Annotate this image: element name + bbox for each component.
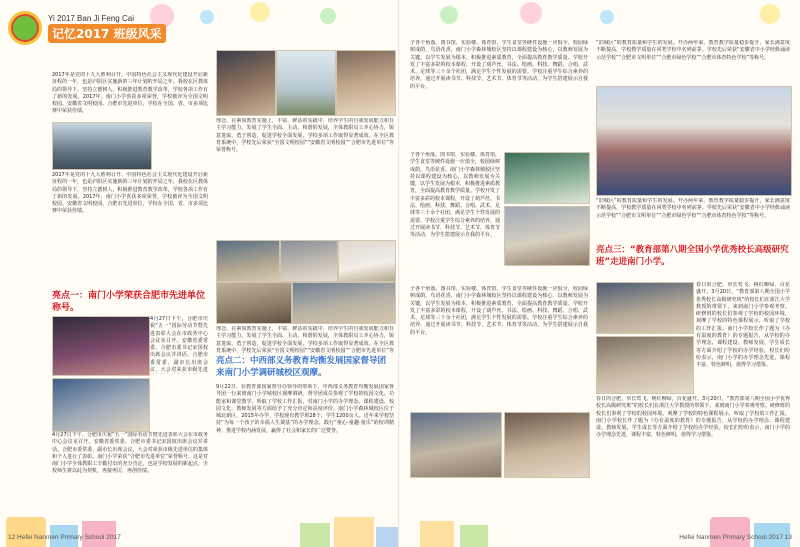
photo-students-bicycle xyxy=(276,50,336,116)
right-column-1: 子各个角落。图书馆、实验楼、体育馆，学生食堂等硬件设施一应俱全，校园绿树成荫，鸟语花香。南门小学森林城校区坚持以课程建设为核心，以教师发展为关键，以学生发展为根本，积极推进素质教育，全面提高教育教学质量。学校开发了丰富多彩的校本课程，开设了葫芦丝、书法、绘画、科技、舞蹈、合唱、武术、足球等三十余个社团，满足学生个性发展的需要。学校注重学生综合素养的培养，通过开展读书节、科技节、艺术节、体育节等活动，为学生搭建展示自我的平台。 xyxy=(410,40,588,90)
photo-principals-visit xyxy=(596,282,694,334)
photo-visitors xyxy=(292,282,396,324)
photo-science-fair xyxy=(504,206,590,266)
headline-highlight-2: 亮点二：中西部义务教育均衡发展国家督导团来南门小学调研城校区观摩。 xyxy=(216,356,387,378)
school-logo xyxy=(8,11,42,45)
decorative-circle xyxy=(250,2,270,22)
photo-award-ceremony xyxy=(216,50,276,116)
photo-school-group xyxy=(52,122,152,170)
decorative-circle xyxy=(440,6,458,24)
header-subtitle: Yi 2017 Ban Ji Feng Cai xyxy=(48,13,134,23)
decorative-circle xyxy=(320,8,336,24)
headline-highlight-1: 亮点一：南门小学荣获合肥市先进单位称号。 xyxy=(52,291,206,313)
photo-students-activity xyxy=(336,50,396,116)
photo-campus-assembly xyxy=(596,86,792,196)
photo-students-class xyxy=(280,240,338,282)
footer-school-right: Hefei Nanmen Primary School 2017 xyxy=(679,534,783,541)
right-column-2-body: “旧城区”的教育质量和学生的发展。开办两年来，教育教学质量稳步提升，家长满意度不断提高，学校教学质量在同类学校中名列前茅。学校先后荣获“安徽省中小学经典诵读示范学校”“合肥市文明单位”“合肥市绿色学校”“合肥市体育特色学校”等称号。 xyxy=(596,198,790,219)
photo-presentation xyxy=(52,378,150,432)
intro-column-1-continued xyxy=(152,122,208,168)
headline-highlight-3: 亮点三：“教育部第八期全国小学优秀校长高级研究班”走进南门小学。 xyxy=(596,245,789,267)
story-1-side: 4月27日下午，合肥市庆祝“五一”国际劳动节暨先进表彰大会在市政务中心会议室召开。安徽省委常委、合肥市委书记宋国权出席会议并讲话。合肥市委常委、副市长出席会议，大会对荣获市级先进 xyxy=(150,316,208,374)
intro-column-2: 理念，在素质教育实施上，丰富、鲜活的实践中，培养学生的自我发展能力和自主学习能力，发展了学生全面、主动、和谐的发展，全体教职员工齐心协力，锐意进取，勇于创造，促进学校全面发展，学校多项工作取得显著成效。在全区教育系统中，学校先后荣获“全国文明校园”“安徽省文明校园”“合肥市先进单位”等荣誉称号。 xyxy=(216,118,394,154)
footer-left xyxy=(0,525,400,547)
photo-inspection-group xyxy=(216,240,280,282)
decorative-circle xyxy=(600,10,614,24)
header-title: 记忆2017 班级风采 xyxy=(48,24,166,43)
photo-award-event xyxy=(52,316,150,376)
right-page xyxy=(400,0,800,547)
photo-students-reading xyxy=(216,282,292,324)
story-3-body: 春日的合肥，草长莺飞，桃红柳绿，百花盛开。3月20日，“教育部第八期全国小学优秀校长高级研究班”的校长们在浙江大学教授的带领下，来到南门小学参观考察。研修班的校长们参观了学校的校园环境，观摩了学校的特色课程展示，听取了学校的工作汇报。南门小学校长作了题为《办有温度的教育》的专题报告，从学校的办学理念、课程建设、教师发展、学生成长等方面介绍了学校的办学经验。校长们纷纷表示，南门小学的办学理念先进，课程丰富，特色鲜明，值得学习借鉴。 xyxy=(596,396,790,439)
footer-school-left: Hefei Nanmen Primary School 2017 xyxy=(17,534,121,541)
photo-calligraphy xyxy=(338,240,396,282)
photo-principals-group xyxy=(596,336,694,394)
decorative-circle xyxy=(520,2,542,24)
story-3-side: 春日的合肥，草长莺飞，桃红柳绿，百花盛开。3月20日，“教育部第八期全国小学优秀校长高级研究班”的校长们在浙江大学教授的带领下，来到南门小学参观考察。研修班的校长们参观了学校的校园环境，观摩了学校的特色课程展示，听取了学校的工作汇报。南门小学校长作了题为《办有温度的教育》的专题报告，从学校的办学理念、课程建设、教师发展、学生成长等方面介绍了学校的办学经验。校长们纷纷表示，南门小学的办学理念先进，课程丰富，特色鲜明，值得学习借鉴。 xyxy=(696,282,790,369)
story-2-body: 9月22日，在教育部国家督导办领导的带领下，中西部义务教育均衡发展国家督导团一行来到南门小学城校区观摩调研。督导团成员参观了学校的校园文化、功能室和课堂教学，听取了学校工作汇报，对南门小学的办学理念、课程建设、校园文化、教师发展等方面给予了充分肯定和高度评价。南门小学森林城校区位于城北新区，2015年办学，学校现有教学班28个，学生1200余人。近年来学校坚持“为每一个孩子的幸福人生奠基”的办学理念，践行“童心·童趣·童乐”的校训精神，推进学校内涵发展，赢得了社会和家长的广泛赞誉。 xyxy=(216,384,394,434)
page-number-left: 12 xyxy=(8,534,16,541)
photo-teachers-meeting xyxy=(504,412,590,478)
footer-right xyxy=(400,525,800,547)
intro-column-1-body: 2017年是党的十九大胜利召开、中国特色社会主义现代化建设开启新征程的一年，也是庐阳区实施新的三年计划的开局之年。我校在区教体局的领导下，坚持立德树人，积极推进教育教学改革，学校各项工作有了新的发展。2017年，南门小学喜获多项荣誉，学校被评为全国文明校园、安徽省文明校园、合肥市先进单位，学校在全国、省、市多项比赛中荣获佳绩。 xyxy=(52,172,208,215)
right-column-1-side: 子各个角落。图书馆、实验楼、体育馆，学生食堂等硬件设施一应俱全，校园绿树成荫，鸟语花香。南门小学森林城校区坚持以课程建设为核心，以教师发展为关键，以学生发展为根本，积极推进素质教育，全面提高教育教学质量。学校开发了丰富多彩的校本课程，开设了葫芦丝、书法、绘画、科技、舞蹈、合唱、武术、足球等三十余个社团，满足学生个性发展的需要。学校注重学生综合素养的培养，通过开展读书节、科技节、艺术节、体育节等活动，为学生搭建展示自我的平台。 xyxy=(410,152,500,239)
photo-school-visit xyxy=(410,412,502,478)
story-1-body: 4月27日下午，合肥市庆祝“五一”国际劳动节暨先进表彰大会在市政务中心会议室召开。安徽省委常委、合肥市委书记宋国权出席会议并讲话。合肥市委常委、副市长出席会议，大会对荣获市级先进单位的集体和个人进行了表彰。南门小学荣获“合肥市先进单位”荣誉称号。这是对南门小学全体教职工辛勤付出的充分肯定，也是学校发展的新起点，全校师生将以此为契机，再接再厉，再创佳绩。 xyxy=(52,432,208,475)
magazine-header xyxy=(8,6,166,50)
photo-classroom xyxy=(504,152,590,204)
decorative-circle xyxy=(760,4,780,24)
story-2-intro: 理念，在素质教育实施上，丰富、鲜活的实践中，培养学生的自我发展能力和自主学习能力，发展了学生全面、主动、和谐的发展，全体教职员工齐心协力，锐意进取，勇于创造，促进学校全面发展，学校多项工作取得显著成效。在全区教育系统中，学校先后荣获“全国文明校园”“安徽省文明校园”“合肥市先进单位”等 xyxy=(216,326,394,354)
right-column-1-body: 子各个角落。图书馆、实验楼、体育馆，学生食堂等硬件设施一应俱全，校园绿树成荫，鸟语花香。南门小学森林城校区坚持以课程建设为核心，以教师发展为关键，以学生发展为根本，积极推进素质教育，全面提高教育教学质量。学校开发了丰富多彩的校本课程，开设了葫芦丝、书法、绘画、科技、舞蹈、合唱、武术、足球等三十余个社团，满足学生个性发展的需要。学校注重学生综合素养的培养，通过开展读书节、科技节、艺术节、体育节等活动，为学生搭建展示自我的平台。 xyxy=(410,286,588,336)
decorative-circle xyxy=(200,10,214,24)
right-column-2: “旧城区”的教育质量和学生的发展。开办两年来，教育教学质量稳步提升，家长满意度不断提高，学校教学质量在同类学校中名列前茅。学校先后荣获“安徽省中小学经典诵读示范学校”“合肥市文明单位”“合肥市绿色学校”“合肥市体育特色学校”等称号。 xyxy=(596,40,790,61)
page-number-right: 13 xyxy=(784,534,792,541)
intro-column-1: 2017年是党的十九大胜利召开、中国特色社会主义现代化建设开启新征程的一年，也是庐阳区实施新的三年计划的开局之年。我校在区教体局的领导下，坚持立德树人，积极推进教育教学改革，学校各项工作有了新的发展。2017年，南门小学喜获多项荣誉，学校被评为全国文明校园、安徽省文明校园、合肥市先进单位，学校在全国、省、市多项比赛中荣获佳绩。 xyxy=(52,72,208,115)
